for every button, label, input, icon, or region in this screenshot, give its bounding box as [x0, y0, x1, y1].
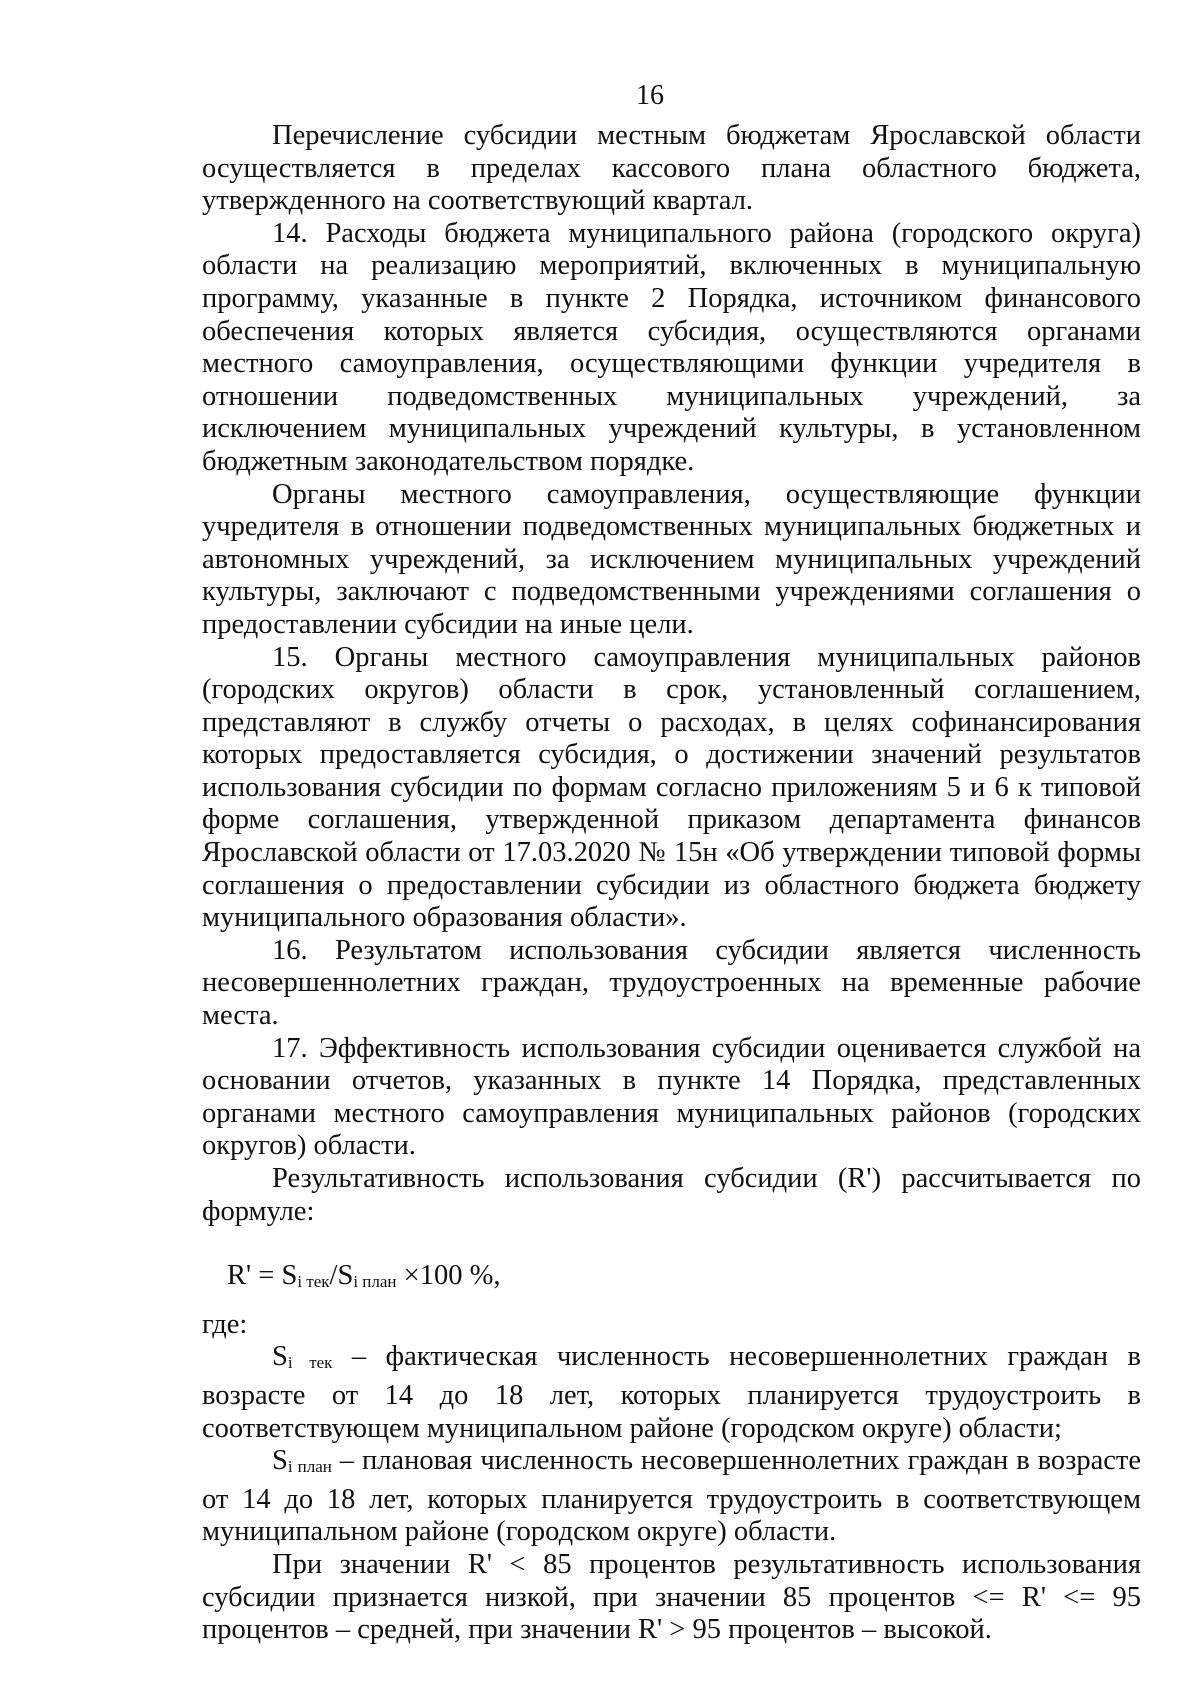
paragraph-15: 15. Органы местного самоуправления муниципальных районов (городских округов) области в срок, установленный соглашением, представляют в службу отчеты о расходах, в целях софинансирования которых предоставляется субсидия, о достижении значений результатов использования субсидии по формам согласно приложениям 5 и 6 к типовой форме соглашения, утвержденной приказом департамента финансов Ярославской области от 17.03.2020 № 15н «Об утверждении типовой формы соглашения о предоставлении субсидии из областного бюджета бюджету муниципального образования области». — [202, 641, 1141, 934]
formula-lhs: R' = S — [227, 1260, 298, 1292]
paragraph-17: 17. Эффективность использования субсидии оценивается службой на основании отчетов, указанных в пункте 14 Порядка, представленных органами местного самоуправления муниципальных районов (городских округов) области. — [202, 1032, 1141, 1162]
definition-current — [202, 1341, 1141, 1445]
document-body — [202, 120, 1141, 1647]
definition-plan-sub: i план — [287, 1457, 332, 1477]
page-number: 16 — [636, 80, 664, 111]
paragraph-16: 16. Результатом использования субсидии является численность несовершеннолетних граждан, трудоустроенных на временные рабочие места. — [202, 934, 1141, 1032]
formula-sub-current: i тек — [297, 1272, 330, 1292]
definition-plan-text: – плановая численность несовершеннолетних граждан в возрасте от 14 до 18 лет, которых планируется трудоустроить в соответствующем муниципальном районе (городском округе) области. — [202, 1445, 1141, 1548]
definition-current-symbol: S — [272, 1341, 288, 1373]
definition-current-text: – фактическая численность несовершеннолетних граждан в возрасте от 14 до 18 лет, которых планируется трудоустроить в соответствующем муниципальном районе (городском округе) области; — [202, 1341, 1141, 1444]
definition-plan-symbol: S — [272, 1445, 288, 1477]
definition-plan — [202, 1445, 1141, 1549]
formula-sub-plan: i план — [353, 1272, 397, 1292]
definition-current-sub: i тек — [287, 1353, 333, 1373]
paragraph-14: 14. Расходы бюджета муниципального района (городского округа) области на реализацию мероприятий, включенных в муниципальную программу, указанные в пункте 2 Порядка, источником финансового обеспечения которых является субсидия, осуществляются органами местного самоуправления, осуществляющими функции учредителя в отношении подведомственных муниципальных учреждений, за исключением муниципальных учреждений культуры, в установленном бюджетным законодательством порядке. — [202, 217, 1141, 477]
paragraph-formula-intro: Результативность использования субсидии (R') рассчитывается по формуле: — [202, 1163, 1141, 1227]
formula-rhs: ×100 %, — [396, 1260, 501, 1292]
paragraph-founders: Органы местного самоуправления, осуществляющие функции учредителя в отношении подведомственных муниципальных бюджетных и автономных учреждений, за исключением муниципальных учреждений культуры, заключают с подведомственными учреждениями соглашения о предоставлении субсидии на иные цели. — [202, 478, 1141, 640]
paragraph-transfer: Перечисление субсидии местным бюджетам Ярославской области осуществляется в пределах кассового плана областного бюджета, утвержденного на соответствующий квартал. — [202, 120, 1141, 217]
formula — [202, 1260, 1141, 1299]
paragraph-thresholds: При значении R' < 85 процентов результативность использования субсидии признается низкой, при значении 85 процентов <= R' <= 95 процентов – средней, при значении R' > 95 процентов – высокой. — [202, 1548, 1141, 1646]
formula-mid: /S — [329, 1260, 354, 1292]
where-label: где: — [202, 1308, 248, 1340]
